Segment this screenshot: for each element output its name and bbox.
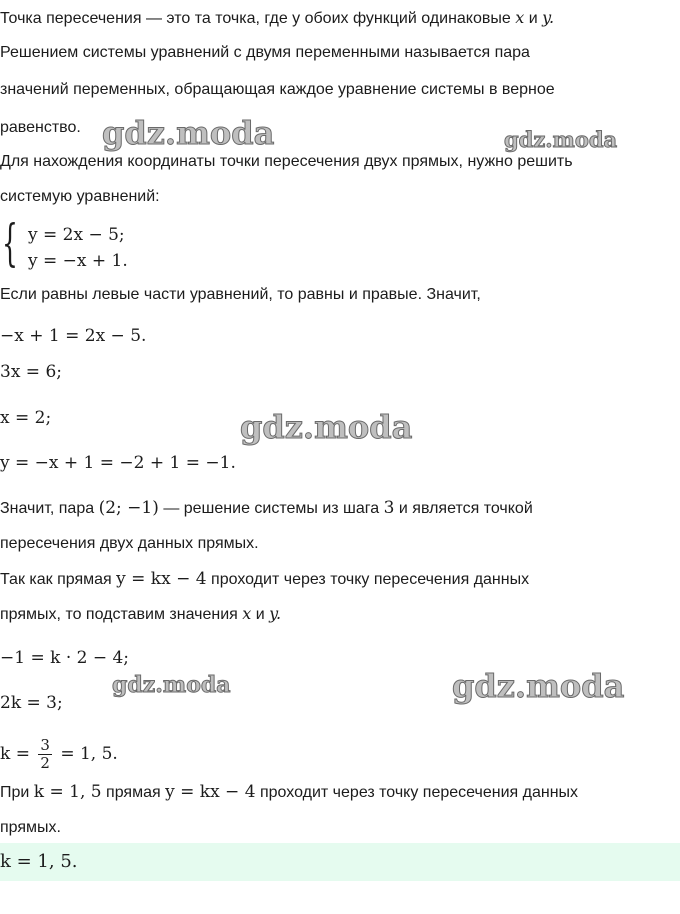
step-equation-3: x = 2; — [0, 408, 52, 428]
fraction — [38, 737, 52, 772]
system-equation-2: y = −x + 1. — [28, 251, 128, 271]
k-step-1: −1 = k · 2 − 4; — [0, 648, 130, 668]
watermark-logo: gdz.moda — [240, 408, 413, 446]
equality-line: Если равны левые части уравнений, то равны и правые. Значит, — [0, 286, 481, 303]
solution-pair: (2; −1) — [98, 498, 159, 518]
conclusion-line-2: прямых. — [0, 819, 61, 836]
var-x: x — [515, 8, 525, 27]
conclusion-text-a: При — [0, 784, 30, 801]
step-equation-2: 3x = 6; — [0, 362, 62, 382]
conjunction: и — [528, 10, 538, 27]
system-equation-1: y = 2x − 5; — [28, 225, 125, 245]
method-line-1: Для нахождения координаты точки пересечения двух прямых, нужно решить — [0, 153, 573, 170]
substitute-line-1 — [0, 569, 529, 590]
line-equation: y = kx − 4 — [165, 782, 256, 802]
intro-line-1 — [0, 8, 554, 29]
watermark-logo: gdz.moda — [112, 672, 231, 698]
solution-line-2: пересечения двух данных прямых. — [0, 535, 259, 552]
solution-text-c: и является точкой — [398, 500, 533, 517]
watermark-logo: gdz.moda — [504, 127, 618, 152]
solution-line-1 — [0, 498, 533, 519]
substitute-text-b: проходит через точку пересечения данных — [211, 571, 530, 588]
k-step-2: 2k = 3; — [0, 693, 63, 713]
step-equation-1: −x + 1 = 2x − 5. — [0, 326, 147, 346]
k-step-3-right: = 1, 5. — [60, 744, 118, 764]
fraction-denominator: 2 — [40, 754, 50, 772]
substitute-text-a: Так как прямая — [0, 571, 112, 588]
left-brace: { — [2, 214, 18, 272]
conclusion-line-1 — [0, 782, 578, 803]
intro-line-3: значений переменных, обращающая каждое уравнение системы в верное — [0, 81, 555, 98]
line-equation: y = kx − 4 — [116, 569, 207, 589]
answer-box — [0, 843, 680, 881]
substitute-text-c: прямых, то подставим значения — [0, 606, 238, 623]
conjunction: и — [255, 606, 265, 623]
intro-line-4: равенство. — [0, 119, 81, 136]
var-y: y. — [542, 8, 555, 27]
var-x: x — [242, 604, 252, 623]
k-step-3-left: k = — [0, 744, 30, 764]
var-y: y. — [269, 604, 282, 623]
k-step-3 — [0, 734, 118, 774]
step-number: 3 — [383, 498, 395, 518]
conclusion-text-b: прямая — [106, 784, 161, 801]
substitute-line-2 — [0, 604, 281, 625]
conclusion-text-c: проходит через точку пересечения данных — [259, 784, 579, 801]
solution-text-b: — решение системы из шага — [163, 500, 380, 517]
solution-text-a: Значит, пара — [0, 500, 95, 517]
step-equation-4: y = −x + 1 = −2 + 1 = −1. — [0, 453, 236, 473]
intro-line-2: Решением системы уравнений с двумя переменными называется пара — [0, 44, 530, 61]
k-value: k = 1, 5 — [33, 782, 102, 802]
intro-text: Точка пересечения — это та точка, где у обоих функций одинаковые — [0, 10, 511, 27]
watermark-logo: gdz.moda — [102, 114, 275, 152]
answer-value: k = 1, 5. — [0, 851, 78, 872]
method-line-2: системую уравнений: — [0, 188, 160, 205]
watermark-logo: gdz.moda — [452, 667, 625, 705]
fraction-numerator: 3 — [40, 736, 50, 754]
